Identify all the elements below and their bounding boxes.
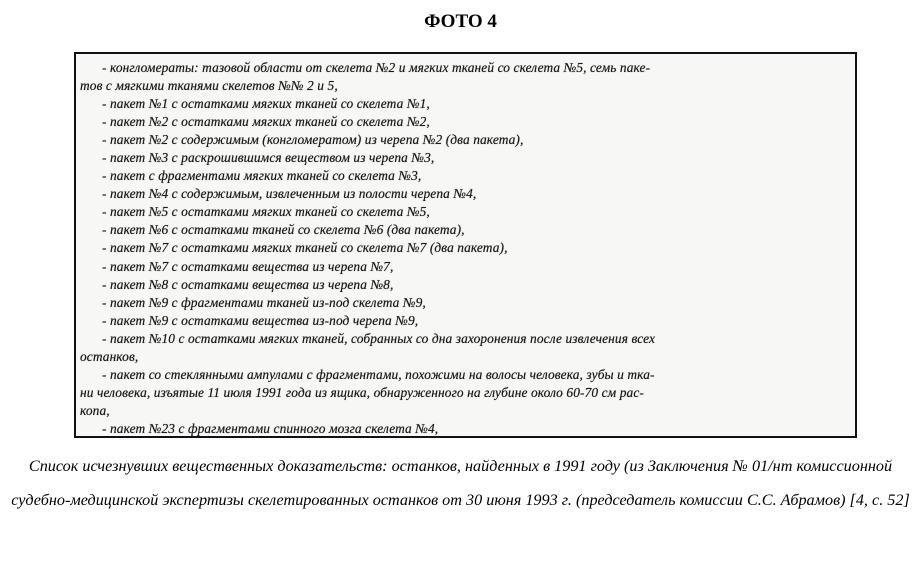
scan-line: - пакет №2 с содержимым (конгломератом) из черепа №2 (два пакета),	[102, 132, 524, 148]
scanned-text-block	[80, 59, 850, 438]
scan-line: - пакет №8 с остатками вещества из черепа №8,	[102, 276, 394, 292]
scan-line: - пакет №3 с раскрошившимся веществом из черепа №3,	[102, 150, 435, 166]
scan-line: - пакет с фрагментами мягких тканей со скелета №3,	[102, 168, 422, 184]
scan-line: - пакет №9 с остатками вещества из-под черепа №9,	[102, 312, 419, 328]
scan-line: - пакет №5 с остатками мягких тканей со скелета №5,	[102, 204, 430, 220]
scan-line: - пакет №7 с остатками мягких тканей со скелета №7 (два пакета),	[102, 240, 508, 256]
figure-caption: Список исчезнувших вещественных доказательств: останков, найденных в 1991 году (из Заключения № 01/нт комиссионной судебно-медицинской экспертизы скелетированных останков от 30 июня 1993 г. (председатель комиссии С.С. Абрамов) [4, с. 52]	[11, 457, 910, 509]
scanned-document-image	[74, 52, 857, 438]
scan-line: тов с мягкими тканями скелетов №№ 2 и 5,	[80, 78, 338, 94]
scan-line: - пакет №2 с остатками мягких тканей со скелета №2,	[102, 114, 430, 130]
scan-line: - пакет №1 с остатками мягких тканей со скелета №1,	[102, 96, 430, 112]
scan-line: останков,	[80, 348, 139, 364]
scan-line: ни человека, изъятые 11 июля 1991 года из ящика, обнаруженного на глубине около 60-70 см рас-	[80, 384, 644, 400]
scan-line: - пакет №4 с содержимым, извлеченным из полости черепа №4,	[102, 186, 477, 202]
scan-line: - пакет №7 с остатками вещества из черепа №7,	[102, 258, 394, 274]
scan-line: копа,	[80, 402, 110, 418]
scan-line: - пакет со стеклянными ампулами с фрагментами, похожими на волосы человека, зубы и тка-	[102, 366, 655, 382]
scan-line: - пакет №9 с фрагментами тканей из-под скелета №9,	[102, 294, 426, 310]
scan-line: - конгломераты: тазовой области от скелета №2 и мягких тканей со скелета №5, семь паке-	[102, 60, 651, 75]
scan-line: - пакет №6 с остатками тканей со скелета №6 (два пакета),	[102, 222, 465, 238]
photo-title: ФОТО 4	[424, 11, 497, 32]
scan-line: - пакет №10 с остатками мягких тканей, собранных со дна захоронения после извлечения всех	[102, 330, 655, 346]
scan-line: - пакет №23 с фрагментами спинного мозга скелета №4,	[102, 420, 439, 436]
